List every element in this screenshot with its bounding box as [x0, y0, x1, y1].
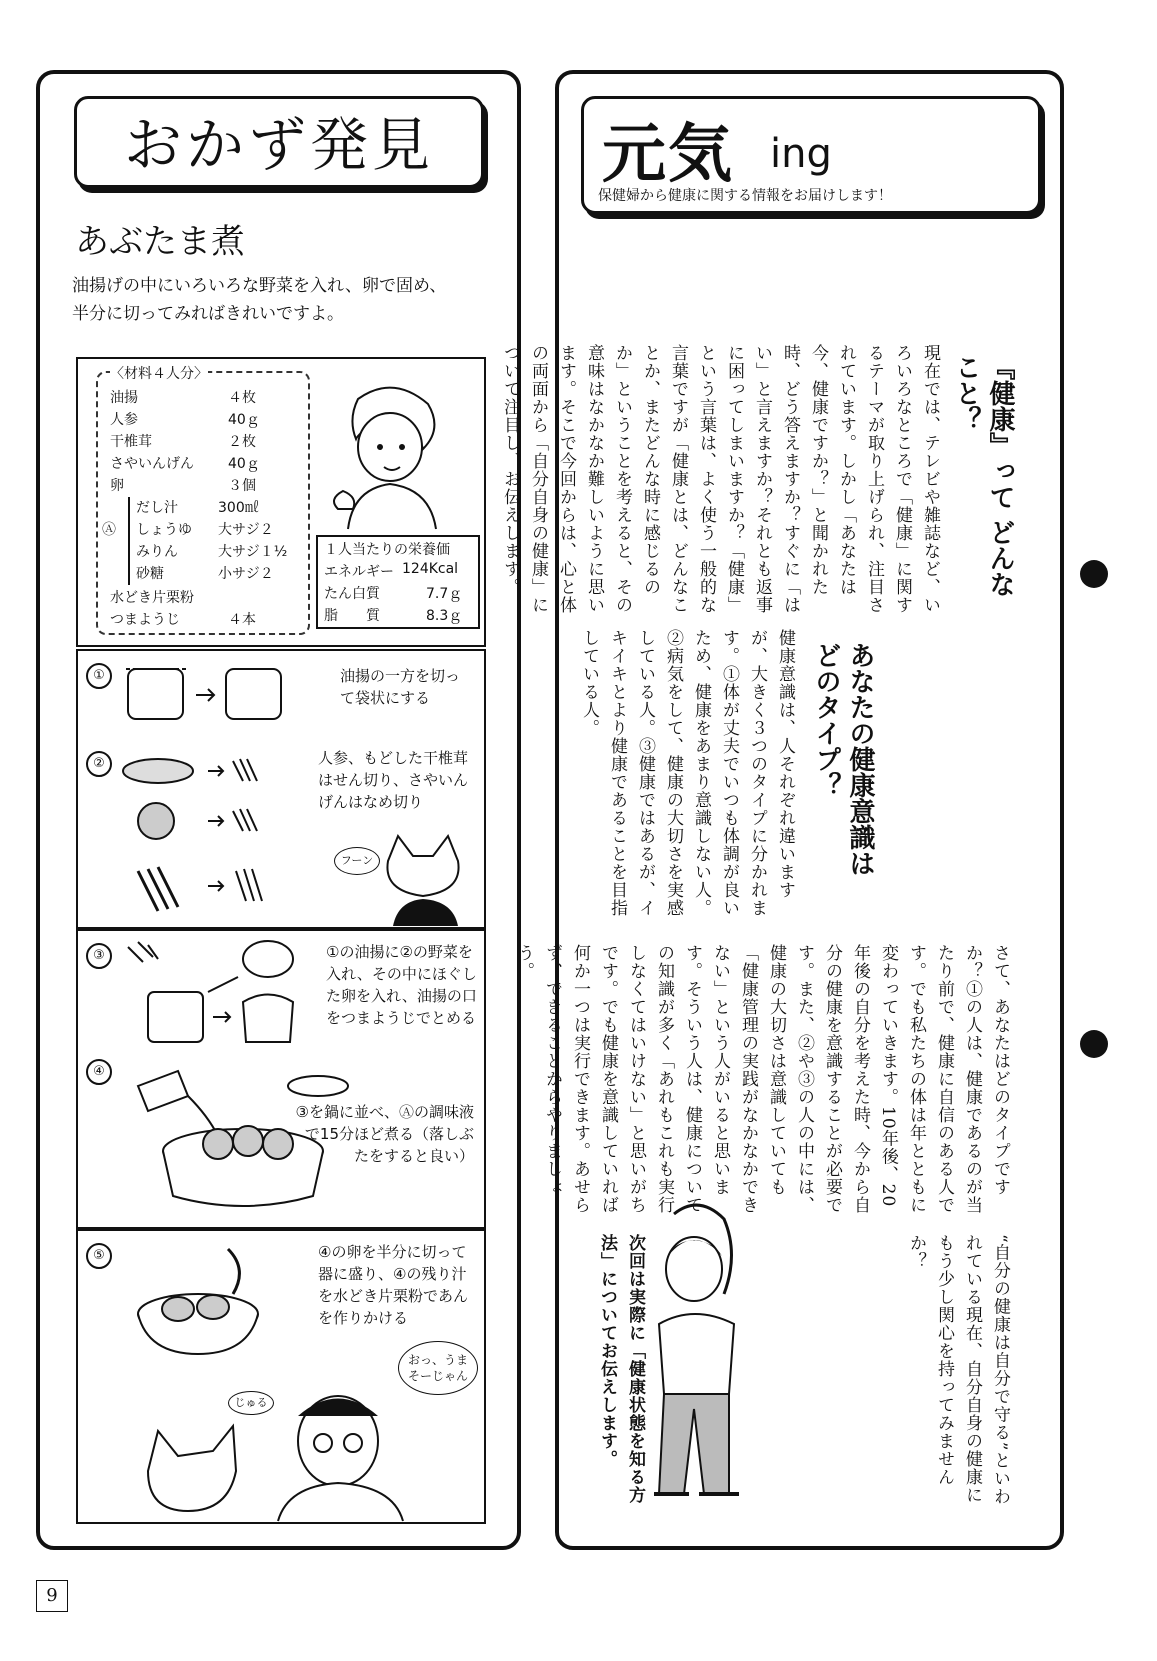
sauce-qty: 300㎖ [218, 500, 259, 516]
ingredient-name: 干椎茸 [110, 434, 152, 450]
step-number: ④ [86, 1059, 112, 1085]
ingredient-qty: 40ｇ [228, 456, 260, 472]
steps-3-4-box [76, 929, 486, 1229]
genki-title-box [581, 96, 1041, 214]
step-number: ② [86, 751, 112, 777]
sauce-qty: 大サジ１½ [218, 544, 288, 560]
ingredient-name: さやいんげん [110, 456, 194, 472]
advice-paragraph: さて、あなたはどのタイプですか？①の人は、健康であるのが当たり前で、健康に自信のある人です。でも私たちの体は年とともに変わっていきます。10年後、20年後の自分を考えた時、今から自分の健康を意識することが必要です。また、②や③の人の中には、健康の大切さは意識していても「健康管理の実践がなかなかできない」という人がいると思います。そういう人は、健康についての知識が多く「あれもこれも実行しなくてはいけない」と思いがちです。でも健康を意識していれば何か一つは実行できます。あせらず、できることからやりましょう。 [514, 944, 1010, 1214]
intro-paragraph: 現在では、テレビや雑誌など、いろいろなところで「健康」に関するテーマが取り上げられ、注目されています。しかし「あなたは今、健康ですか？」と聞かれた時、どう答えますか？すぐに「はい」と言えますか？それとも返事に困ってしまいますか？「健康」という言葉は、よく使う一般的な言葉ですが「健康とは、どんなことか、またどんな時に感じるのか」ということを考えると、その意味はなかなか難しいように思います。そこで今回からは、心と体の両面から「自分自身の健康」について注目し、お伝えします。 [500, 344, 940, 614]
nutrition-qty: 124Kcal [402, 561, 459, 577]
genki-title: 元気 [602, 118, 734, 192]
ingredients-header: 〈材料４人分〉 [110, 363, 208, 383]
genki-panel [500, 70, 1064, 1550]
genki-title-suffix: ing [770, 131, 832, 177]
heading-your-type: あなたの健康意識は どのタイプ？ [811, 642, 875, 876]
heading-what-is-health: 『健康』って どんなこと？ [951, 354, 1015, 598]
exercise-man-illustration [644, 1194, 754, 1524]
aburaage-illustration [118, 659, 288, 729]
ingredient-qty: ４枚 [228, 390, 256, 406]
ingredient-name: 油揚 [110, 390, 138, 406]
sauce-name: しょうゆ [136, 522, 192, 538]
ingredients-list [96, 366, 310, 635]
ingredient-name: 人参 [110, 412, 138, 428]
step-text: ①の油揚に②の野菜を入れ、その中にほぐした卵を入れ、油揚の口をつまようじでとめる [326, 943, 477, 1027]
ingredient-qty: ３個 [228, 478, 256, 494]
nutrition-box [316, 535, 480, 629]
binding-hole [1080, 560, 1108, 588]
ingredient-qty: ２枚 [228, 434, 256, 450]
cat-illustration [378, 831, 468, 926]
vegetables-illustration [118, 751, 308, 921]
step-text: 人参、もどした干椎茸はせん切り、さやいんげんはなめ切り [318, 749, 469, 811]
nutrition-header: １人当たりの栄養価 [324, 542, 450, 558]
sauce-qty: 大サジ２ [218, 522, 274, 538]
serving-illustration [118, 1239, 288, 1359]
extra-qty: ４本 [228, 612, 256, 628]
dish-name: あぶたま煮 [75, 222, 245, 262]
ingredient-qty: 40ｇ [228, 412, 260, 428]
extra-name: 水どき片栗粉 [110, 590, 194, 606]
speech-bubble: じゅる [228, 1391, 274, 1415]
sauce-qty: 小サジ２ [218, 566, 274, 582]
cook-illustration [318, 379, 468, 534]
closing-paragraph: “自分の健康は自分で守る”といわれている現在、自分自身の健康にもう少し関心を持ってみませんか？ [906, 1234, 1010, 1506]
speech-bubble: おっ、うまそーじゃん [398, 1341, 478, 1395]
sauce-name: 砂糖 [136, 566, 164, 582]
genki-subtitle: 保健婦から健康に関する情報をお届けします！ [598, 188, 892, 204]
step-text: ③を鍋に並べ、Ⓐの調味液で15分ほど煮る（落しぶたをすると良い） [295, 1103, 474, 1165]
sauce-mark: Ⓐ [102, 522, 116, 538]
step-text: 油揚の一方を切って袋状にする [340, 667, 461, 707]
nutrition-name: 脂 質 [324, 608, 380, 624]
step-number: ⑤ [86, 1243, 112, 1269]
okazu-title: おかず発見 [123, 111, 434, 179]
step-number: ① [86, 663, 112, 689]
family-illustration [118, 1371, 448, 1521]
dish-description: 油揚げの中にいろいろな野菜を入れ、卵で固め、半分に切ってみればきれいですよ。 [72, 276, 447, 324]
step-5-box [76, 1229, 486, 1524]
binding-hole [1080, 1030, 1108, 1058]
step-text: ④の卵を半分に切って器に盛り、④の残り汁を水どき片栗粉であんを作りかける [318, 1243, 469, 1327]
nutrition-name: たん白質 [324, 586, 380, 602]
ingredient-name: 卵 [110, 478, 124, 494]
sauce-bracket [128, 497, 130, 585]
steps-1-2-box [76, 649, 486, 929]
speech-bubble: フーン [334, 847, 380, 875]
okazu-title-box [74, 96, 484, 188]
nutrition-qty: 7.7ｇ [426, 586, 463, 602]
step-number: ③ [86, 943, 112, 969]
next-issue-note: 次回は実際に「健康状態を知る方法」についてお伝えします。 [597, 1234, 645, 1504]
ingredients-box [76, 357, 486, 647]
okazu-panel [36, 70, 521, 1550]
page-number: 9 [36, 1580, 68, 1612]
extra-name: つまようじ [110, 612, 180, 628]
nutrition-qty: 8.3ｇ [426, 608, 463, 624]
intro-paragraph-cont [859, 629, 999, 919]
stuffing-illustration [118, 937, 318, 1052]
sauce-name: だし汁 [136, 500, 178, 516]
types-paragraph: 健康意識は、人それぞれ違いますが、大きく３つのタイプに分かれます。①体が丈夫でいつも体調が良いため、健康をあまり意識しない人。②病気をして、健康の大切さを実感している人。③健康ではあるが、イキイキとより健康であることを目指している人。 [579, 629, 795, 917]
nutrition-name: エネルギー [324, 564, 394, 580]
sauce-name: みりん [136, 544, 178, 560]
